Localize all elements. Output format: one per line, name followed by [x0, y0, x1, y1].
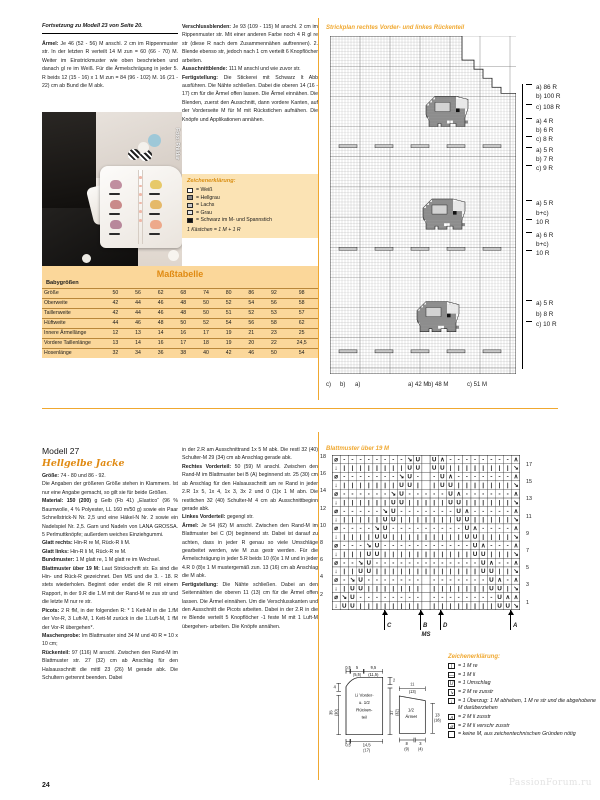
strickplan-label: 10 R — [536, 250, 550, 257]
strickplan-tick — [526, 104, 532, 105]
blattmuster-row-number-left: 16 — [320, 471, 326, 478]
table-cell: 56 — [263, 298, 286, 308]
table-cell: 86 — [240, 288, 263, 298]
divider-vertical-bottom — [318, 432, 319, 780]
legend-colors — [182, 174, 318, 238]
paragraph: Bundmuster: 1 M glatt re, 1 M glatt re im Wechsel. — [42, 557, 161, 564]
paragraph: Fertigstellung: Die Nähte schließen. Dabei an den Seitennähten die oberen 11 (13) cm für die Ärmel offen lassen. Die Ärmel einnähen. Um die Verschlusskanten und den Ausschnitt die Picots arbeiten. Dabei in der 2.R in die re Blende verteilt 5 Knopflöcher -1 feste M mit 1 Luft-M übergehen- arbeiten. Die Knöpfe annähen. — [182, 581, 318, 630]
strickplan-tick — [526, 165, 532, 166]
strickplan-tick — [526, 200, 532, 201]
legend-symbol-label: = keine M, aus zeichentechnischen Gründen nötig — [458, 731, 576, 738]
legend-swatch — [187, 203, 193, 208]
legend-swatch — [187, 188, 193, 193]
table-row-label: Größe — [42, 288, 104, 298]
legend-symbol-row — [448, 663, 596, 670]
photo-dash — [109, 213, 120, 215]
legend-symbol-box: ⌀ — [449, 723, 453, 730]
blattmuster-row-number-left: 12 — [320, 505, 326, 512]
strickplan-label: 10 R — [536, 219, 550, 226]
strickplan-bottom-label: b) 48 M — [428, 382, 449, 388]
table-cell: 44 — [127, 308, 150, 318]
strickplan-tick — [526, 84, 532, 85]
table-cell: 53 — [263, 308, 286, 318]
table-row — [42, 288, 318, 298]
strickplan-label: b) 8 R — [536, 311, 554, 318]
legend-symbol-row — [448, 680, 596, 687]
table-cell: 56 — [127, 288, 150, 298]
legend-symbol-row — [448, 723, 596, 730]
legend-symbol-row — [448, 689, 596, 696]
table-cell: 42 — [104, 308, 127, 318]
strickplan-tick — [526, 250, 532, 251]
table-row-label: Vordere Taillenlänge — [42, 338, 104, 348]
strickplan-label: a) 86 R — [536, 84, 557, 91]
table-row — [42, 298, 318, 308]
strickplan-label: c) 10 R — [536, 321, 557, 328]
paragraph: Ausschnittblende: 111 M anschl und wie zuvor str. — [182, 66, 301, 73]
legend-symbol-row — [448, 714, 596, 721]
table-cell: 68 — [172, 288, 195, 298]
table-row-label: Hüftweite — [42, 318, 104, 328]
table-cell: 13 — [104, 338, 127, 348]
marker-label-b: B — [423, 623, 428, 629]
table-cell: 46 — [149, 308, 172, 318]
legend-label: = Lachs — [196, 202, 215, 209]
marker-arrow — [382, 610, 388, 615]
photo-yarn-ball — [168, 250, 179, 261]
legend-symbol-label: = 1 M re — [458, 663, 478, 669]
strickplan-title: Strickplan rechtes Vorder- und linkes Rückenteil — [326, 25, 465, 31]
photo-dash — [109, 193, 120, 195]
strickplan-label: c) 108 R — [536, 104, 561, 111]
strickplan-axis — [522, 84, 523, 369]
article-column-mid — [182, 23, 318, 124]
legend-symbol-label: = 1 Umschlag — [458, 680, 491, 687]
blattmuster-row-number-right: 13 — [526, 496, 532, 503]
table-cell: 18 — [195, 338, 218, 348]
blattmuster-row-number-right: 11 — [526, 513, 532, 520]
legend-label: = Hellgrau — [196, 194, 220, 201]
table-cell: 19 — [217, 328, 240, 338]
strickplan-label: a) 5 R — [536, 200, 554, 207]
table-cell: 17 — [172, 338, 195, 348]
legend-label: = Weiß — [196, 187, 213, 193]
paragraph: Rechtes Vorderteil: 50 (59) M anschl. Zwischen den Rand-M im Blattmuster bei B (A) beginnend str. 25 (30) cm ab Anschlag für den Halsausschnitt am re Rand in jeder 2.R 1x 5, 1x 4, 1x 3, 3x 2 und 0 (1)x 1 M abn. Die restlichen 32 (40) Schulter-M 4 cm ab Ausschnittbeginn gerade abk. — [182, 463, 319, 512]
product-photo — [42, 112, 182, 270]
photo-credit: Foto: Phildar — [174, 128, 180, 160]
legend-symbol-row — [448, 731, 596, 738]
table-cell: 50 — [195, 308, 218, 318]
table-cell: 50 — [263, 348, 286, 358]
heading-rule — [42, 33, 178, 34]
table-cell: 62 — [285, 318, 318, 328]
table-cell: 52 — [217, 298, 240, 308]
strickplan-bottom-label: b) — [340, 382, 346, 388]
paragraph: Rückenteil: 97 (116) M anschl. Zwischen den Rand-M im Blattmuster str. 27 (32) cm ab Anschlag für den Halsausschnitt die mittl 23 (26) M gerade abk. Die Schultern getrennt beenden. Dabei — [42, 649, 178, 682]
table-cell: 13 — [127, 328, 150, 338]
model-subtitle: Hellgelbe Jacke — [42, 458, 125, 469]
blattmuster-row-number-left: 2 — [320, 591, 323, 598]
marker-arrow — [508, 610, 514, 615]
strickplan-tick — [526, 300, 532, 301]
paragraph: Fertigstellung: Die Stickerei mit Schwarz lt Abb ausführen. Die Nähte schließen. Dabei die oberen 14 (16 - 17) cm für die Ärmel offen lassen. Die Ärmel einnähen. Die Blenden, zuerst den Ausschnitt, dann vordere Kanten, auf der Vorderseite M für M mit Rückstichen aufnähen. Die Knöpfe und Applikationen annähen. — [182, 74, 318, 123]
paragraph: Glatt links: Hin-R li M, Rück-R re M. — [42, 548, 127, 555]
watermark: PassionForum.ru — [508, 778, 592, 788]
strickplan-bottom-label: a) 42 M — [408, 382, 429, 388]
photo-button-band — [138, 170, 143, 244]
table-cell: 51 — [217, 308, 240, 318]
strickplan-label: c) 9 R — [536, 165, 554, 172]
divider-horizontal — [42, 408, 558, 409]
photo-motif — [110, 220, 122, 229]
table-cell: 48 — [149, 318, 172, 328]
blattmuster-row-number-right: 5 — [526, 565, 529, 572]
blattmuster-row-number-left: 10 — [320, 522, 326, 529]
photo-motif — [110, 180, 122, 189]
legend-symbol-box: ∧ — [449, 714, 454, 721]
table-cell: 48 — [172, 298, 195, 308]
photo-dash — [149, 233, 160, 235]
table-cell: 54 — [217, 318, 240, 328]
page-number: 24 — [42, 782, 50, 789]
paragraph: Verschlussblenden: Je 93 (109 - 115) M anschl. 2 cm im Rippenmuster str. Mit einer anderen Farbe noch 4 R gl re str (diese R nach dem Zusammennähen auftrennen). 2. Blende ebenso str, jedoch nach 1 cm verteilt 6 Knopflöcher arbeiten. — [182, 24, 318, 64]
table-cell: 50 — [104, 288, 127, 298]
table-cell: 14 — [127, 338, 150, 348]
marker-arrow — [438, 610, 444, 615]
photo-motif — [150, 200, 162, 209]
table-cell: 80 — [217, 288, 240, 298]
photo-yarn-ball — [148, 134, 161, 147]
table-row — [42, 318, 318, 328]
legend-swatch — [187, 210, 193, 215]
strickplan-label: b) 7 R — [536, 156, 554, 163]
legend-symbol-box: — — [449, 672, 454, 679]
strickplan-chart — [330, 36, 516, 374]
photo-dash — [149, 193, 160, 195]
strickplan-label: a) 5 R — [536, 300, 554, 307]
strickplan-bottom-label: c) — [326, 382, 331, 388]
table-cell: 14 — [149, 328, 172, 338]
table-cell: 36 — [149, 348, 172, 358]
table-cell: 40 — [195, 348, 218, 358]
table-cell: 52 — [195, 318, 218, 328]
table-cell: 12 — [104, 328, 127, 338]
table-row — [42, 348, 318, 358]
table-cell: 16 — [149, 338, 172, 348]
strickplan-label: b) 6 R — [536, 127, 554, 134]
table-title: Maßtabelle — [156, 268, 204, 279]
legend-symbol-box — [448, 731, 455, 737]
table-cell: 20 — [240, 338, 263, 348]
legend-symbol-label: = 1 Überzug: 1 M abheben, 1 M re str und die abgehobene M darüberziehen — [458, 697, 596, 712]
marker-label-c: C — [387, 623, 392, 629]
legend-symbols-rows — [448, 663, 596, 738]
table-row — [42, 308, 318, 318]
paragraph: Picots: 2 R fM, in der folgenden R: * 1 Kett-M in die 1.fM der Vor-R, 3 Luft-M, 1 Kett-M zurück in die 1.Luft-M, 1 fM der Vor-R übergehen*. — [42, 607, 178, 631]
table-row-label: Taillenweite — [42, 308, 104, 318]
table-cell: 58 — [263, 318, 286, 328]
table-cell: 32 — [104, 348, 127, 358]
legend-rows — [187, 187, 313, 223]
blattmuster-row-number-right: 3 — [526, 582, 529, 589]
marker-label-d: D — [443, 623, 448, 629]
photo-motif — [150, 180, 162, 189]
strickplan-bottom-labels — [324, 376, 594, 392]
table-cell: 17 — [195, 328, 218, 338]
table-row — [42, 338, 318, 348]
divider-vertical-top — [318, 18, 319, 400]
schematic-diagram — [320, 654, 452, 774]
legend-symbol-label: = 1 M li — [458, 671, 476, 678]
legend-color-row — [187, 195, 313, 201]
table-cell: 16 — [172, 328, 195, 338]
table-row-label: Hosenlänge — [42, 348, 104, 358]
strickplan-tick — [526, 118, 532, 119]
legend-symbol-label: = 2 M li zusstr — [458, 713, 491, 720]
continuation-heading: Fortsetzung zu Modell 23 von Seite 20. — [42, 23, 143, 29]
legend-symbol-label: = 2 M li verschr zusstr — [458, 722, 510, 729]
table-cell: 48 — [172, 308, 195, 318]
legend-title: Zeichenerklärung: — [187, 178, 236, 184]
paragraph: Linkes Vorderteil: gegengl str. — [182, 514, 254, 521]
blattmuster-title: Blattmuster über 19 M — [326, 446, 390, 452]
size-table-grid — [42, 288, 318, 358]
blattmuster-chart — [332, 455, 520, 610]
legend-symbol-box: ↓ — [448, 698, 455, 704]
table-cell: 62 — [149, 288, 172, 298]
strickplan-tick — [526, 136, 532, 137]
paragraph: Glatt rechts: Hin-R re M, Rück-R li M. — [42, 540, 131, 547]
table-cell: 56 — [240, 318, 263, 328]
legend-swatch — [187, 195, 193, 200]
photo-dash — [109, 233, 120, 235]
strickplan-label: b+c) — [536, 210, 549, 217]
paragraph: Ärmel: Je 46 (52 - 56) M anschl. 2 cm im Rippenmuster str. In der letzten R verteilt 14 M zun = 60 (66 - 70) M. Weiter im Einstrickmuster wie oben beschrieben und danach gl re im Weiß. Für die Ärmelschrägung in jeder 5. R beids 12 (15 - 16) x 1 M zun = 84 (96 - 102) M. 16 (21 - 22) cm ab Bund die M abk. — [42, 41, 178, 90]
table-row-label: Innere Ärmellänge — [42, 328, 104, 338]
strickplan-tick — [526, 219, 532, 220]
model-title: Modell 27 — [42, 446, 80, 456]
table-cell: 98 — [285, 288, 318, 298]
legend-symbol-box: | — [448, 663, 455, 669]
blattmuster-row-number-left: 18 — [320, 454, 326, 460]
table-cell: 50 — [172, 318, 195, 328]
table-cell: 46 — [127, 318, 150, 328]
table-cell: 24,5 — [285, 338, 318, 348]
blattmuster-ms-label: MS — [421, 632, 431, 638]
photo-dash — [149, 213, 160, 215]
legend-symbol-box: U — [449, 681, 454, 688]
table-cell: 44 — [127, 298, 150, 308]
strickplan-label: b+c) — [536, 241, 549, 248]
photo-motif — [150, 220, 162, 229]
legend-symbol-label: = 2 M re zusstr — [458, 689, 494, 696]
strickplan-bottom-label: a) — [355, 382, 361, 388]
article-column-left — [42, 40, 178, 91]
table-cell: 54 — [240, 298, 263, 308]
table-cell: 42 — [217, 348, 240, 358]
table-cell: 42 — [104, 298, 127, 308]
table-cell: 34 — [127, 348, 150, 358]
paragraph: Ärmel: Je 54 (62) M anschl. Zwischen den Rand-M im Blattmuster bei C (D) beginnend str. Dabei ist darauf zu achten, dass in jeder R genau so viele Umschläge gearbeitet werden, wie M zus gestr werden. Für die Ärmelschrägung in jeder 5.R beids 10 (6)x 1 M und in jeder 4.R 0 (8)x 1 M mustergemäß zun. 13 (16) cm ab Anschlag die M abk. — [182, 522, 318, 580]
table-cell: 25 — [285, 328, 318, 338]
table-cell: 38 — [172, 348, 195, 358]
legend-note: 1 Kästchen = 1 M + 1 R — [187, 227, 241, 234]
table-cell: 44 — [104, 318, 127, 328]
legend-label: = Grau — [196, 209, 213, 216]
table-cell: 46 — [149, 298, 172, 308]
table-cell: 74 — [195, 288, 218, 298]
legend-label: = Schwarz im M- und Spannstich — [196, 217, 272, 224]
legend-symbol-box: ↘ — [449, 690, 454, 697]
blattmuster-row-number-right: 17 — [526, 462, 532, 468]
legend-color-row — [187, 210, 313, 216]
strickplan-tick — [526, 232, 532, 233]
photo-cardigan — [100, 166, 182, 248]
table-row-label: Oberweite — [42, 298, 104, 308]
model27-column-right — [182, 446, 318, 631]
blattmuster-row-number-left: 6 — [320, 557, 323, 564]
photo-yarn-ball — [82, 254, 91, 263]
table-cell: 46 — [240, 348, 263, 358]
strickplan-label: a) 5 R — [536, 147, 554, 154]
blattmuster-row-number-right: 15 — [526, 479, 532, 486]
paragraph: Material: 150 (200) g Gelb (Fb 41) „Elastico“ (96 % Baumwolle, 4 % Polyester, LL 160 m/50 g) sowie ein Paar Schnellstrick-N Nr. 2,5 und eine Häkel-N Nr. 2 sowie ein Nadelspiel Nr. 2,5. Garn und Nadeln von LANA GROSSA. 5 Perlmuttknöpfe; außerdem weiches Einziehgummi. — [42, 498, 178, 538]
paragraph: Die Angaben der größeren Größe stehen in Klammern. Ist nur eine Angabe gemacht, so gilt sie für beide Größen. — [42, 481, 178, 496]
strickplan-bottom-label: c) 51 M — [467, 382, 488, 388]
legend-symbols — [448, 654, 596, 740]
strickplan-tick — [526, 321, 532, 322]
table-subtitle: Babygrößen — [46, 279, 79, 286]
legend-symbols-title: Zeichenerklärung: — [448, 654, 501, 660]
blattmuster-row-number-right: 1 — [526, 599, 529, 606]
blattmuster-row-number-left: 4 — [320, 574, 323, 581]
table-cell: 54 — [285, 348, 318, 358]
table-cell: 22 — [263, 338, 286, 348]
table-cell: 19 — [217, 338, 240, 348]
marker-label-a: A — [513, 623, 518, 629]
table-cell: 23 — [263, 328, 286, 338]
measurements-table — [42, 266, 318, 358]
table-cell: 52 — [240, 308, 263, 318]
table-cell: 21 — [240, 328, 263, 338]
table-cell: 58 — [285, 298, 318, 308]
legend-color-row — [187, 202, 313, 208]
strickplan-label: b) 100 R — [536, 93, 561, 100]
legend-swatch — [187, 218, 193, 223]
paragraph: Maschenprobe: Im Blattmuster sind 34 M und 40 R = 10 x 10 cm; — [42, 633, 178, 648]
paragraph: in der 2.R am Ausschnittrand 1x 5 M abk. Die restl 32 (40) Schulter-M 29 (34) cm ab Anschlag gerade abk. — [182, 447, 318, 462]
blattmuster-row-number-left: 14 — [320, 488, 326, 495]
blattmuster-row-number-right: 9 — [526, 530, 529, 537]
photo-yarn-ball — [138, 142, 149, 153]
table-cell: 92 — [263, 288, 286, 298]
strickplan-label: a) 6 R — [536, 232, 554, 239]
marker-arrow — [418, 610, 424, 615]
legend-color-row — [187, 187, 313, 193]
model27-column-left — [42, 472, 178, 683]
blattmuster-row-number-left: 8 — [320, 540, 323, 546]
paragraph: Größe: 74 - 80 und 86 - 92. — [42, 473, 106, 479]
table-row — [42, 328, 318, 338]
strickplan-tick — [526, 147, 532, 148]
photo-motif — [110, 200, 122, 209]
strickplan-label: a) 4 R — [536, 118, 554, 125]
table-cell: 57 — [285, 308, 318, 318]
strickplan-label: c) 8 R — [536, 136, 554, 143]
blattmuster-row-number-right: 7 — [526, 548, 529, 554]
legend-color-row — [187, 217, 313, 223]
table-cell: 50 — [195, 298, 218, 308]
legend-symbol-row — [448, 698, 596, 712]
legend-symbol-row — [448, 672, 596, 679]
strickplan-right-labels — [520, 36, 598, 376]
paragraph: Blattmuster über 19 M: Laut Strickschrift str. Es sind die Hin- und Rück-R gezeichnet. Den MS und die 3. - 18. R stets wiederholen. Beginnt oder endet die R mit einem Rapport, in der 9.R die 1.M mit der Rand-M re zus str und die letzte M nur re str. — [42, 565, 178, 606]
